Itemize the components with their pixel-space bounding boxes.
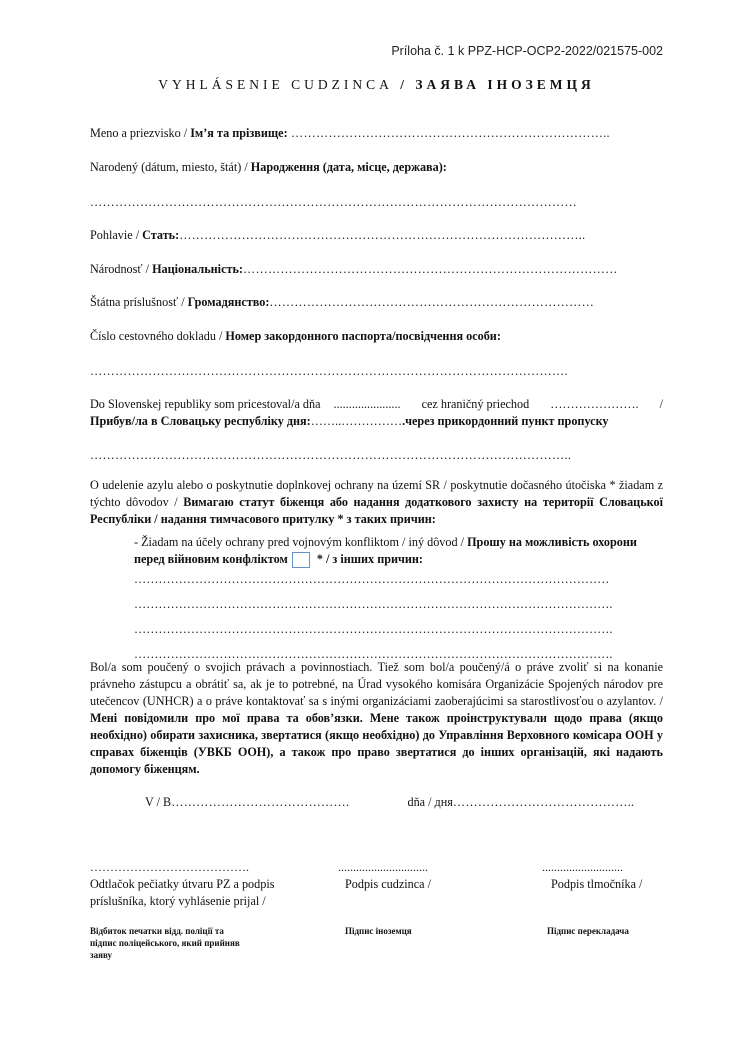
asylum-request-paragraph	[90, 477, 663, 528]
stamp-label: Odtlačok pečiatky útvaru PZ a podpis príslušníka, ktorý vyhlásenie prijal /	[90, 877, 275, 908]
nationality-label-ua: Національність:	[152, 262, 243, 276]
alien-label-ua: Підпис іноземця	[345, 926, 412, 936]
translator-label: Podpis tlmočníka /	[551, 877, 643, 891]
war-conflict-checkbox[interactable]	[292, 552, 310, 568]
passport-dots: …………………………………………………………………………………………………….	[90, 364, 568, 378]
date-dots-field[interactable]: ……………………………………..	[452, 795, 635, 809]
stamp-label-ua: Відбиток печатки відд. поліції та підпис поліцейського, який прийняв заяву	[90, 926, 240, 960]
annex-reference: Príloha č. 1 k PPZ-HCP-OCP2-2022/021575-002	[391, 44, 663, 58]
name-label-ua: Ім’я та прізвище:	[190, 126, 288, 140]
translator-label-ua: Підпис перекладача	[547, 926, 629, 936]
passport-label-ua: Номер закордонного паспорта/посвідчення особи:	[225, 329, 501, 343]
entry-extra-dots: ……………………………………………………………………………………………………..	[90, 448, 572, 462]
citizenship-label-ua: Громадянство:	[187, 295, 270, 309]
rights-text-ua: Мені повідомили про мої права та обов’язки. Мене також проінструктували щодо права (якщо необхідно) обирати захисника, звертатися (якщо необхідно) до Управління Верховного комісара ООН у справах біженців (УВКБ ООН), а також про право звертатися до інших організацій, які надають допомогу біженцям.	[90, 711, 663, 776]
place-label: V / В	[145, 795, 172, 809]
alien-label: Podpis cudzinca /	[345, 877, 431, 891]
entry-label-sk1: Do Slovenskej republiky som pricestoval/a dňa	[90, 397, 321, 411]
entry-dots1: ......................	[333, 397, 401, 411]
citizenship-dots: ……………………………………………………………………	[269, 295, 595, 309]
reason-line-3[interactable]	[134, 621, 662, 637]
born-label-ua: Народження (дата, місце, держава):	[250, 160, 447, 174]
reason-line-dots: ……………………………………………………………………………………………………….	[134, 597, 613, 611]
reason-other-ua: * / з інших причин:	[313, 552, 423, 566]
sex-label-ua: Стать:	[142, 228, 180, 242]
born-field-label	[90, 159, 663, 175]
nationality-label-sk: Národnosť /	[90, 262, 153, 276]
rights-text-sk: Bol/a som poučený o svojich právach a povinnostiach. Tiež som bol/a poučený/á o práve zvoliť si na konanie právneho zástupcu a obrátiť sa, ak je to potrebné, na Úrad vysokého komisára Organizácie Spojených národov pre utečencov (UNHCR) a o práve kontaktovať sa s inými organizáciami zaoberajúcimi sa starostlivosťou o azylantov. /	[90, 660, 663, 708]
reason-text-sk: - Žiadam na účely ochrany pred vojnovým konfliktom / iný dôvod	[134, 535, 458, 549]
citizenship-field[interactable]	[90, 294, 663, 310]
entry-dots3: ……..……………	[310, 414, 403, 428]
title-ua: ЗАЯВА ІНОЗЕМЦЯ	[415, 77, 595, 92]
born-dots: ………………………………………………………………………………………………………	[90, 195, 578, 209]
name-field[interactable]	[90, 125, 663, 141]
asylum-text-ua: Вимагаю статут біженця або надання додаткового захисту на території Словацької Республіки / надання тимчасового притулку * з таких причин:	[90, 495, 663, 526]
passport-label-sk: Číslo cestovného dokladu /	[90, 329, 226, 343]
reason-line-dots: ……………………………………………………………………………………………………….	[134, 622, 613, 636]
entry-extra-field[interactable]	[90, 447, 663, 463]
asylum-text-sk: O udelenie azylu alebo o poskytnutie doplnkovej ochrany na území SR / poskytnutie dočasného útočiska * žiadam z týchto dôvodov /	[90, 478, 663, 509]
place-date-row	[145, 794, 665, 810]
sex-dots: ……………………………………………………………………………………..	[179, 228, 586, 242]
citizenship-label-sk: Štátna príslušnosť /	[90, 295, 188, 309]
date-label: dňa / дня	[407, 795, 453, 809]
entry-label-ua2: .через прикордонний пункт пропуску	[402, 414, 609, 428]
entry-label-ua1: Прибув/ла в Словацьку республіку дня:	[90, 414, 311, 428]
entry-label-sk2: cez hraničný priechod	[421, 397, 530, 411]
passport-field-label	[90, 328, 663, 344]
stamp-signature-line[interactable]: ………………………………….	[90, 860, 249, 874]
title-sk: VYHLÁSENIE CUDZINCA	[158, 77, 393, 92]
reason-option	[134, 534, 662, 568]
name-dots: …………………………………………………………………..	[287, 126, 610, 140]
born-label-sk: Narodený (dátum, miesto, štát) /	[90, 160, 251, 174]
sex-field[interactable]	[90, 227, 663, 243]
alien-signature-line[interactable]: ..............................	[338, 860, 428, 874]
reason-line-dots: ………………………………………………………………………………………………………	[134, 572, 610, 586]
title-sep: /	[392, 77, 416, 92]
born-field[interactable]	[90, 194, 663, 210]
form-title	[0, 77, 753, 93]
translator-signature-line[interactable]: ...........................	[542, 860, 623, 874]
reason-line-1[interactable]	[134, 571, 662, 587]
place-dots-field[interactable]: …………………………………….	[171, 795, 350, 809]
nationality-dots: ………………………………………………………………………………	[242, 262, 618, 276]
entry-dots2: ………………….	[550, 397, 639, 411]
entry-field-line1[interactable]	[90, 396, 663, 412]
reason-line-dots: ……………………………………………………………………………………………………….	[134, 647, 613, 661]
rights-paragraph	[90, 659, 663, 778]
entry-field-line2[interactable]	[90, 413, 663, 429]
passport-field[interactable]	[90, 363, 663, 379]
name-label-sk: Meno a priezvisko /	[90, 126, 191, 140]
nationality-field[interactable]	[90, 261, 663, 277]
reason-text-ua: Прошу на можливість охорони перед війновим конфліктом	[134, 535, 637, 566]
sex-label-sk: Pohlavie /	[90, 228, 143, 242]
reason-sep: /	[457, 535, 468, 549]
reason-line-2[interactable]	[134, 596, 662, 612]
entry-sep: /	[659, 397, 663, 411]
